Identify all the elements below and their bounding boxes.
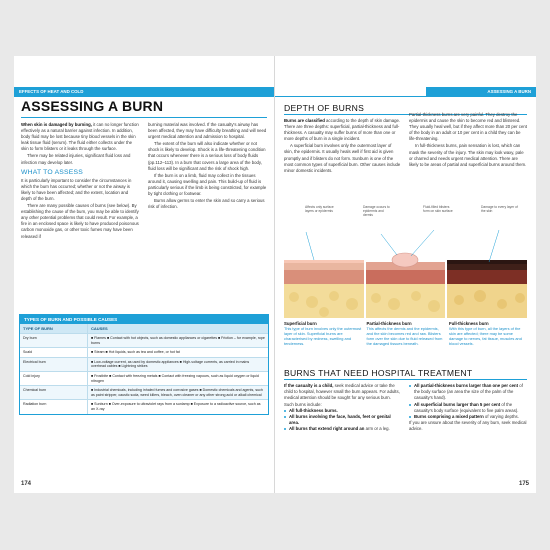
paragraph: There may be related injuries, significant fluid loss and infection may develop later.	[21, 153, 131, 165]
paragraph: Burns allow germs to enter the skin and so carry a serious risk of infection.	[148, 198, 265, 210]
left-column-1	[21, 122, 140, 241]
superficial-skin-illustration	[284, 260, 364, 318]
bullet-text: of varying depths.	[483, 414, 519, 420]
burn-type: Cold injury	[20, 372, 88, 385]
caption-title: Partial-thickness burn	[366, 321, 412, 326]
burn-causes: ■ Sunburn ■ Over-exposure to ultraviolet rays from a sunlamp ■ Exposure to a radioactive source, such as an X-ray	[91, 402, 261, 411]
table-row	[20, 347, 268, 357]
burn-type: Scald	[20, 348, 88, 357]
right-page	[275, 56, 536, 493]
table-row	[20, 357, 268, 371]
heading-rule	[284, 379, 527, 380]
hospital-heading: BURNS THAT NEED HOSPITAL TREATMENT	[284, 368, 473, 378]
caption-title: Superficial burn	[284, 321, 317, 326]
intro-text: it can no longer function effectively as a natural barrier against infection. In addition, body fluid may be lost because tiny blood vessels in the skin leak tissue fluid (serum). The fluid either collects under the skin to form blisters or it leaks through the surface.	[21, 122, 139, 152]
annotation-dermis: Damage occurs to epidermis and dermis	[363, 205, 390, 217]
bullet-text: of the body surface (an area the size of the palm of the casualty's hand).	[414, 383, 523, 401]
intro-text: according to the depth of skin damage. There are three depths: superficial, partial-thickness and full-thickness. A casualty may suffer burns of more than one or more depths of burn in a single incident.	[284, 118, 401, 142]
table-row	[20, 371, 268, 385]
right-column-2	[409, 112, 527, 169]
bullet-item	[409, 414, 527, 420]
title-rule	[21, 117, 267, 118]
burn-depth-diagram	[284, 202, 527, 318]
paragraph: Partial-thickness burns are very painful. They destroy the epidermis and cause the skin to become red and blistered. They usually heal well, but if they affect more than 20 per cent of the body in an adult or 10 per cent in a child they can be life-threatening.	[409, 112, 527, 142]
diagram-captions	[284, 321, 527, 346]
burn-type: Chemical burn	[20, 386, 88, 399]
annotation-blisters: Fluid-filled blisters form on skin surface	[423, 205, 453, 213]
burn-type: Radiation burn	[20, 400, 88, 413]
table-title: TYPES OF BURN AND POSSIBLE CAUSES	[20, 315, 268, 324]
burn-causes: ■ Industrial chemicals, including inhaled fumes and corrosive gases ■ Domestic chemicals and agents, such as paint stripper, caustic soda, weed killers, bleach, oven cleaner or any other strong acid or alkali chemical	[91, 388, 263, 397]
intro-text: seek medical advice or take the child to hospital, however small the burn appears. For adults, medical attention should be sought for any serious burn. Such burns include:	[284, 383, 400, 407]
paragraph: If the burn is on a limb, fluid may collect in the tissues around it, causing swelling and pain. This build-up of fluid is particularly serious if the limb is being constricted, for example by tight clothing or footwear.	[148, 172, 267, 197]
bullet-bold: All burns that extend right around an	[289, 426, 365, 432]
column-header: CAUSES	[91, 326, 108, 331]
caption-text: With this type of burn, all the layers of the skin are affected; there may be some damage to nerves, fat tissue, muscles and blood vessels.	[449, 326, 522, 346]
section-tag: EFFECTS OF HEAT AND COLD	[14, 87, 274, 96]
bullet-item: All burns involving the face, hands, feet or genital area.	[284, 414, 401, 426]
caption-superficial	[284, 321, 362, 346]
table-header	[20, 324, 268, 333]
page-title: ASSESSING A BURN	[21, 98, 164, 114]
paragraph: In full-thickness burns, pain sensation is lost, which can mask the severity of the injury. The skin may look waxy, pale or charred and needs urgent medical attention. There are likely to be areas of partial and superficial burns around them.	[409, 143, 527, 167]
burn-causes: ■ Flames ■ Contact with hot objects, such as domestic appliances or cigarettes ■ Friction – for example, rope burns	[91, 336, 265, 345]
bullet-item	[409, 402, 527, 414]
caption-partial	[367, 321, 445, 346]
annotation-full-thickness: Damage to every layer of the skin	[481, 205, 518, 213]
burn-causes: ■ Steam ■ Hot liquids, such as tea and coffee, or hot fat	[91, 350, 180, 355]
subheading-what-to-assess: WHAT TO ASSESS	[21, 168, 83, 176]
caption-text: This affects the dermis and the epidermis, and the skin becomes red and raw. Blisters form over the skin due to fluid released from the damaged tissues beneath.	[366, 326, 443, 346]
page-number: 174	[21, 481, 32, 487]
left-column-2	[148, 122, 268, 211]
paragraph: A superficial burn involves only the outermost layer of skin, the epidermis. It usually heals well if first aid is given promptly and if blisters do not form. Sunburn is one of the most common types of superficial burn. Other causes include minor domestic incidents.	[284, 143, 401, 173]
burn-type: Dry burn	[20, 334, 88, 347]
burn-causes: ■ Frostbite ■ Contact with freezing metals ■ Contact with freezing vapours, such as liquid oxygen or liquid nitrogen	[91, 373, 259, 383]
table-row	[20, 399, 268, 413]
bullet-text: arm or a leg.	[364, 426, 390, 432]
hospital-column-1	[284, 383, 401, 433]
caption-text: This type of burn involves only the outermost layer of skin. Superficial burns are characterised by redness, swelling and tenderness.	[284, 326, 362, 346]
caption-full	[449, 321, 527, 346]
closing-paragraph: If you are unsure about the severity of any burn, seek medical advice.	[409, 420, 527, 432]
bullet-bold: Burns comprising a mixed pattern	[414, 414, 484, 420]
page-number: 175	[518, 481, 529, 487]
bullet-bold: All partial-thickness burns larger than one per cent	[414, 383, 519, 388]
section-tag: ASSESSING A BURN	[426, 87, 536, 96]
burn-causes: ■ Low-voltage current, as used by domestic appliances ■ High-voltage currents, as carried in mains overhead cables ■ Lightning strikes	[91, 359, 250, 369]
bullet-bold: All superficial burns larger than 5 per cent	[414, 401, 501, 407]
column-header: TYPE OF BURN	[20, 324, 88, 333]
bullet-item: All full-thickness burns.	[284, 408, 401, 414]
intro-bold: Burns are classified	[284, 118, 325, 123]
paragraph: There are many possible causes of burns (see below). By establishing the cause of the burn, you may be able to identify any other potential problems that could result. For example, a fire in an enclosed space is likely to have produced poisonous carbon monoxide gas, or other toxic fumes may have been released if	[21, 203, 139, 239]
paragraph: burning material was involved. If the casualty's airway has been affected, they may have difficulty breathing and will need urgent medical attention and admission to hospital.	[148, 122, 267, 140]
table-row	[20, 385, 268, 399]
book-spread	[14, 56, 536, 493]
header-rule	[14, 96, 274, 97]
paragraph: The extent of the burn will also indicate whether or not shock is likely to develop. Shock is a life-threatening condition that occurs whenever there is a serious loss of body fluids (pp.112–113). In a burn that covers a large area of the body, fluid loss will be significant and the risk of shock high.	[148, 141, 266, 171]
burn-types-table	[19, 314, 269, 415]
full-thickness-skin-illustration	[447, 230, 527, 318]
caption-title: Full-thickness burn	[449, 321, 489, 326]
partial-thickness-skin-illustration	[366, 230, 445, 318]
hospital-column-2	[409, 383, 527, 433]
intro-bold: When skin is damaged by burning,	[21, 122, 92, 127]
bullet-item	[409, 383, 527, 402]
bullet-item	[284, 426, 401, 432]
header-rule	[275, 96, 536, 97]
table-body	[20, 333, 268, 414]
burn-type: Electrical burn	[20, 358, 88, 371]
table-row	[20, 333, 268, 347]
paragraph: It is particularly important to consider the circumstances in which the burn has occurred; whether or not the airway is likely to have been affected; and the extent, location and depth of the burn.	[21, 177, 132, 201]
depth-heading: DEPTH OF BURNS	[284, 103, 365, 113]
right-column-1	[284, 118, 401, 175]
left-page	[14, 56, 275, 493]
bullet-text: of the casualty's body surface (equivalent to five palm areas).	[414, 401, 519, 413]
intro-bold: If the casualty is a child,	[284, 383, 334, 388]
annotation-superficial: Affects only surface layers or epidermis	[305, 205, 334, 213]
